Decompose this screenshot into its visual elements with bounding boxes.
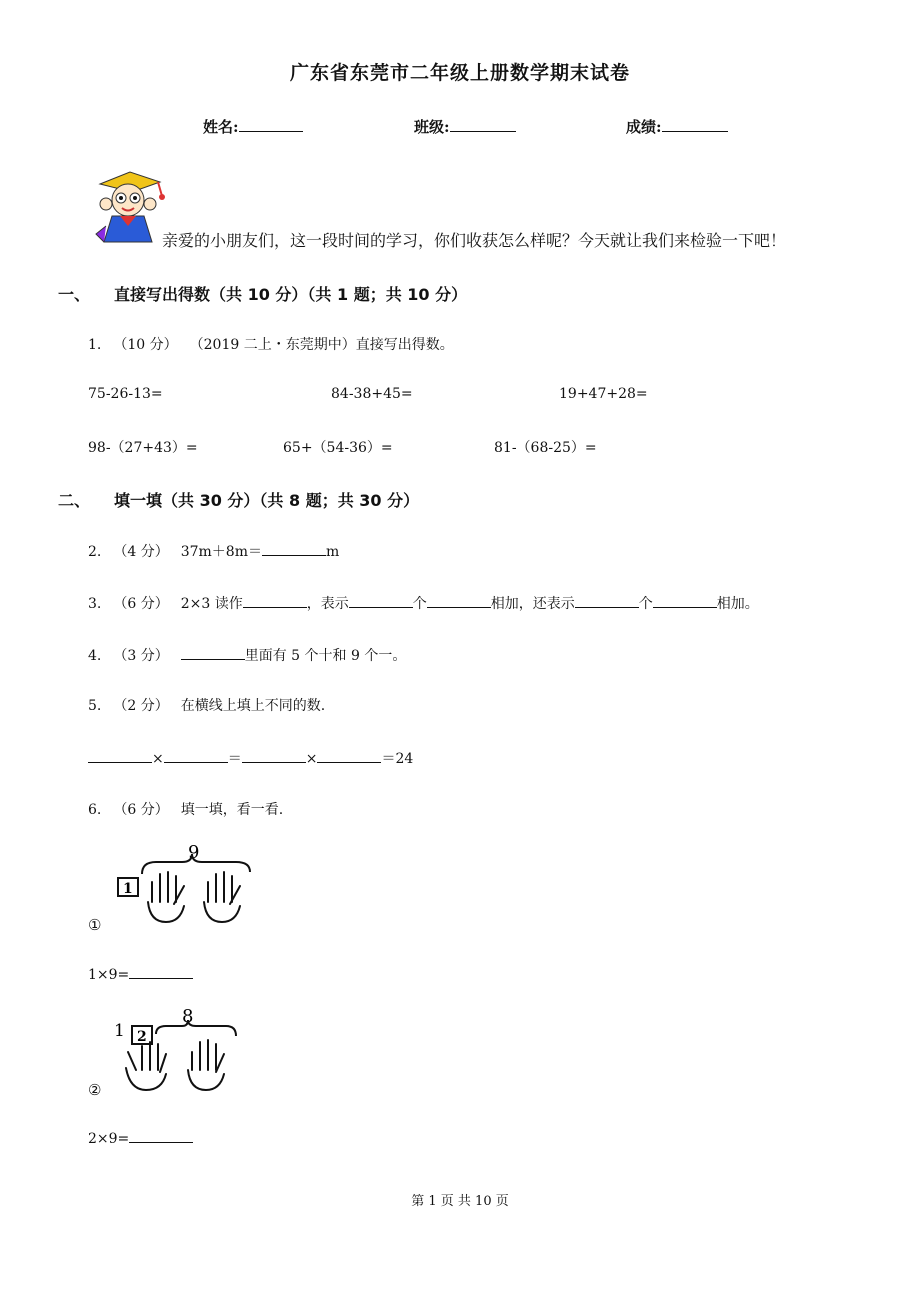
name-blank[interactable] (239, 116, 303, 132)
q1-expr-6: 81-（68-25）= (494, 440, 597, 456)
fig2-side-number: 1 (114, 1021, 125, 1041)
q1-expr-5: 65+（54-36）= (283, 440, 393, 456)
q3-part-6: 相加。 (716, 596, 759, 612)
q5-blank-1[interactable] (88, 747, 152, 763)
q1-expr-1: 75-26-13= (88, 386, 163, 402)
q5-blank-2[interactable] (164, 747, 228, 763)
q3-part-1: 2×3 读作 (180, 596, 243, 612)
q4-blank[interactable] (181, 644, 245, 660)
section-number-1: 一、 (58, 285, 91, 304)
fig1-marker: ① (88, 916, 102, 934)
q6-blank-2[interactable] (129, 1127, 193, 1143)
q6-line-1 (88, 963, 193, 983)
class-field[interactable] (414, 116, 516, 137)
q3-part-3: 个 (412, 596, 427, 612)
q5-equation (88, 747, 413, 768)
hands-figure-1 (112, 842, 254, 926)
fig2-top-number: 8 (182, 1006, 194, 1027)
q1-points: （10 分） (113, 337, 178, 353)
name-label: 姓名: (203, 118, 239, 136)
q6-text: 填一填，看一看. (180, 802, 284, 818)
class-label: 班级: (414, 118, 450, 136)
q1-expr-2: 84-38+45= (331, 386, 413, 402)
q4-points: （3 分） (113, 648, 169, 664)
q6-points: （6 分） (113, 802, 169, 818)
q2-blank[interactable] (262, 540, 326, 556)
q3-blank-5[interactable] (653, 592, 717, 608)
question-4 (88, 644, 406, 665)
fig2-box-label: 2 (137, 1029, 147, 1045)
question-1 (88, 334, 454, 354)
fig1-top-number: 9 (188, 842, 200, 863)
q5-blank-4[interactable] (317, 747, 381, 763)
q6-equation-1: 1×9= (88, 967, 130, 983)
section-title-1: 直接写出得数（共 10 分）（共 1 题；共 10 分） (114, 285, 468, 304)
q2-number: 2. (88, 544, 102, 560)
q3-blank-2[interactable] (349, 592, 413, 608)
q3-part-5: 个 (638, 596, 653, 612)
q3-part-4: 相加，还表示 (490, 596, 575, 612)
q4-text: 里面有 5 个十和 9 个一。 (244, 648, 407, 664)
section-heading-1 (58, 282, 467, 305)
section-number-2: 二、 (58, 491, 91, 510)
score-blank[interactable] (662, 116, 728, 132)
name-field[interactable] (203, 116, 303, 137)
q3-number: 3. (88, 596, 102, 612)
q3-part-2: ，表示 (306, 596, 349, 612)
q1-text: （2019 二上・东莞期中）直接写出得数。 (189, 337, 454, 353)
question-2 (88, 540, 339, 561)
q5-op-3: × (305, 751, 318, 767)
page-footer: 第 1 页 共 10 页 (411, 1194, 509, 1209)
score-field[interactable] (626, 116, 728, 137)
fig1-box-label: 1 (123, 881, 133, 897)
mascot-icon (90, 166, 166, 246)
q2-before: 37m＋8m＝ (180, 544, 262, 560)
intro-text: 亲爱的小朋友们，这一段时间的学习，你们收获怎么样呢？今天就让我们来检验一下吧！ (162, 231, 787, 250)
q2-points: （4 分） (113, 544, 169, 560)
question-3 (88, 592, 759, 613)
question-6 (88, 799, 283, 819)
page-title: 广东省东莞市二年级上册数学期末试卷 (289, 62, 630, 84)
q5-op-4: ＝24 (381, 751, 414, 767)
q5-text: 在横线上填上不同的数. (180, 698, 326, 714)
q4-number: 4. (88, 648, 102, 664)
fig2-marker: ② (88, 1081, 102, 1099)
q5-op-1: × (152, 751, 164, 767)
q5-blank-3[interactable] (242, 747, 306, 763)
q1-expr-4: 98-（27+43）= (88, 440, 198, 456)
section-title-2: 填一填（共 30 分）（共 8 题；共 30 分） (114, 491, 420, 510)
q6-blank-1[interactable] (129, 963, 193, 979)
q1-expr-3: 19+47+28= (559, 386, 648, 402)
q2-unit: m (326, 544, 340, 560)
q5-op-2: ＝ (227, 751, 242, 767)
q1-number: 1. (88, 337, 102, 353)
question-5 (88, 695, 325, 715)
q3-blank-3[interactable] (427, 592, 491, 608)
q3-points: （6 分） (113, 596, 169, 612)
q3-blank-1[interactable] (243, 592, 307, 608)
section-heading-2 (58, 488, 419, 511)
class-blank[interactable] (450, 116, 516, 132)
score-label: 成绩: (626, 118, 662, 136)
q6-equation-2: 2×9= (88, 1131, 130, 1147)
q3-blank-4[interactable] (575, 592, 639, 608)
q6-line-2 (88, 1127, 193, 1147)
q6-number: 6. (88, 802, 102, 818)
q5-number: 5. (88, 698, 102, 714)
hands-figure-2 (110, 1004, 246, 1094)
q5-points: （2 分） (113, 698, 169, 714)
